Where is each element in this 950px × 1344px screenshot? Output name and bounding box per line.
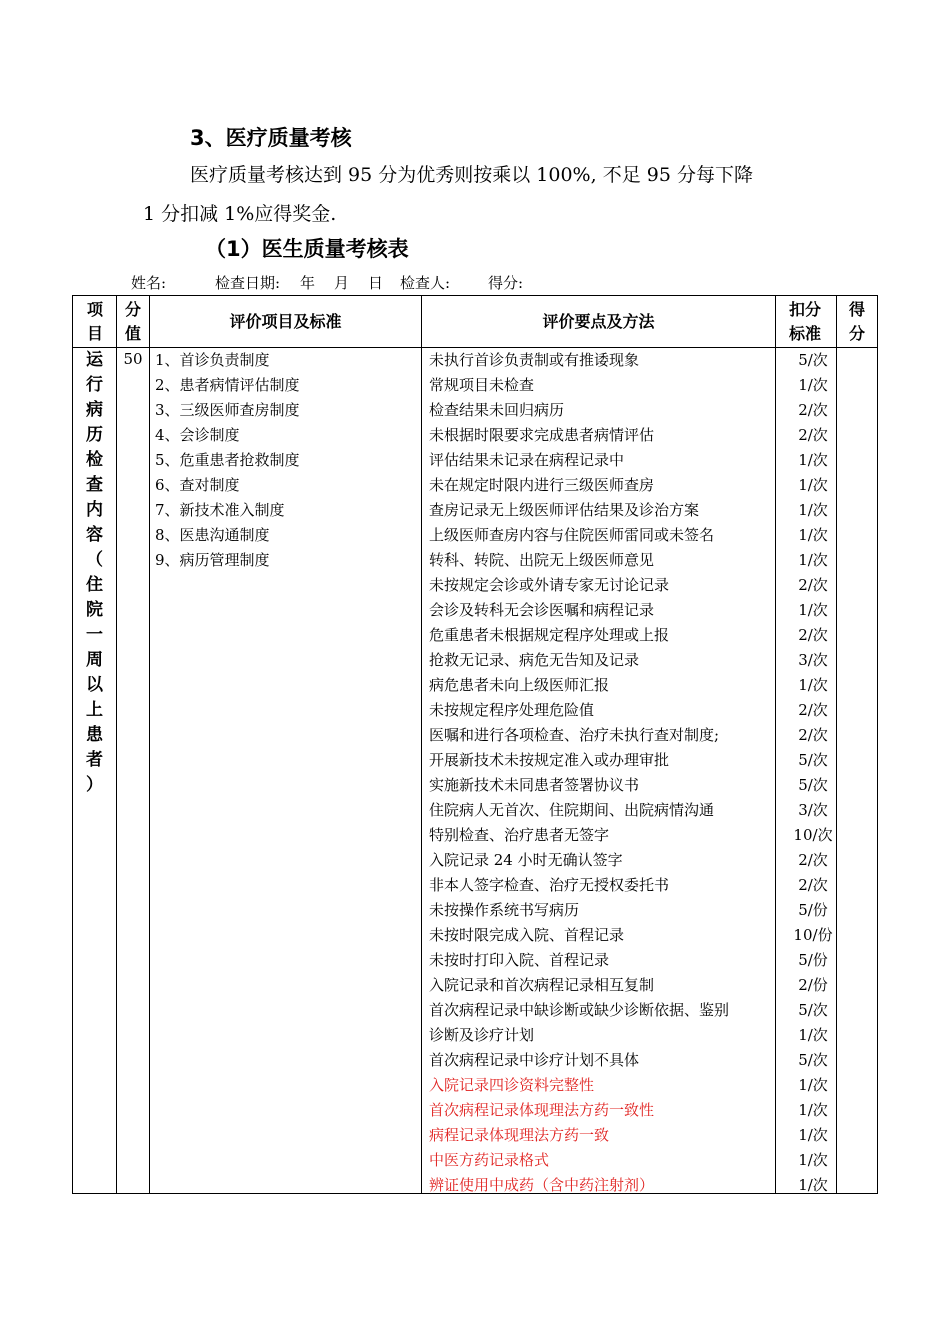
- deduct-item: 1/次: [798, 1076, 828, 1094]
- method-item: 未按操作系统书写病历: [429, 901, 580, 919]
- method-item: 非本人签字检查、治疗无授权委托书: [429, 876, 670, 894]
- method-item: 常规项目未检查: [429, 376, 535, 394]
- deduct-item: 2/次: [798, 626, 828, 644]
- methods-list: [429, 348, 729, 1198]
- deduct-item: 1/次: [798, 601, 828, 619]
- method-item: 评估结果未记录在病程记录中: [429, 451, 625, 469]
- deduct-item: 5/次: [798, 751, 828, 769]
- header-got: 得分: [848, 299, 865, 343]
- method-item: 病危患者未向上级医师汇报: [429, 676, 610, 694]
- deduct-item: 2/份: [798, 976, 828, 994]
- name-label: 姓名:: [131, 274, 167, 292]
- project-char: ）: [86, 775, 103, 795]
- deduct-item: 1/次: [798, 1176, 828, 1194]
- deduct-item: 5/次: [798, 776, 828, 794]
- intro-paragraph-line-2: 1 分扣减 1%应得奖金.: [143, 203, 337, 225]
- standard-item: 8、医患沟通制度: [155, 526, 270, 544]
- project-char: 院: [86, 600, 103, 620]
- standard-item: 2、患者病情评估制度: [155, 376, 300, 394]
- deduct-item: 1/次: [798, 551, 828, 569]
- deduct-item: 2/次: [798, 851, 828, 869]
- deduct-item: 5/次: [798, 351, 828, 369]
- deduct-item: 1/次: [798, 451, 828, 469]
- table-title: （1）医生质量考核表: [205, 237, 409, 261]
- section-heading: 3、医疗质量考核: [190, 126, 352, 150]
- day-label: 日: [368, 274, 384, 292]
- intro-paragraph-line-1: 医疗质量考核达到 95 分为优秀则按乘以 100%, 不足 95 分每下降: [190, 164, 753, 186]
- standard-item: 4、会诊制度: [155, 426, 240, 444]
- deduct-list: [775, 348, 851, 1198]
- method-item: 首次病程记录中诊疗计划不具体: [429, 1051, 640, 1069]
- deduct-item: 1/次: [798, 1101, 828, 1119]
- deduct-item: 10/份: [793, 926, 833, 944]
- deduct-item: 10/次: [793, 826, 833, 844]
- method-item: 开展新技术未按规定准入或办理审批: [429, 751, 670, 769]
- method-item: 未按时限完成入院、首程记录: [429, 926, 625, 944]
- deduct-item: 3/次: [798, 651, 828, 669]
- column-divider: [116, 296, 117, 1193]
- project-char: 一: [86, 625, 103, 645]
- project-char: 运: [86, 350, 103, 370]
- deduct-item: 2/次: [798, 701, 828, 719]
- header-project: 项目: [86, 299, 103, 343]
- method-item: 首次病程记录体现理法方药一致性: [429, 1101, 655, 1119]
- method-item: 危重患者未根据规定程序处理或上报: [429, 626, 670, 644]
- method-item: 未执行首诊负责制或有推诿现象: [429, 351, 640, 369]
- inspector-label: 检查人:: [400, 274, 451, 292]
- project-char: 以: [86, 675, 103, 695]
- standards-list: [155, 348, 300, 573]
- project-char: 历: [86, 425, 103, 445]
- deduct-item: 2/次: [798, 401, 828, 419]
- method-item: 特别检查、治疗患者无签字: [429, 826, 610, 844]
- deduct-item: 1/次: [798, 1151, 828, 1169]
- standard-item: 7、新技术准入制度: [155, 501, 285, 519]
- method-item: 未按规定程序处理危险值: [429, 701, 595, 719]
- method-item: 入院记录四诊资料完整性: [429, 1076, 595, 1094]
- deduct-item: 5/次: [798, 1051, 828, 1069]
- deduct-item: 1/次: [798, 1026, 828, 1044]
- project-char: 患: [86, 725, 103, 745]
- deduct-item: 2/次: [798, 576, 828, 594]
- method-item: 会诊及转科无会诊医嘱和病程记录: [429, 601, 655, 619]
- month-label: 月: [334, 274, 350, 292]
- method-item: 未在规定时限内进行三级医师查房: [429, 476, 655, 494]
- deduct-item: 2/次: [798, 726, 828, 744]
- project-char: 者: [86, 750, 103, 770]
- deduct-item: 1/次: [798, 676, 828, 694]
- method-item: 查房记录无上级医师评估结果及诊治方案: [429, 501, 700, 519]
- deduct-item: 1/次: [798, 376, 828, 394]
- method-item: 入院记录和首次病程记录相互复制: [429, 976, 655, 994]
- deduct-item: 5/次: [798, 1001, 828, 1019]
- method-item: 首次病程记录中缺诊断或缺少诊断依据、鉴别: [429, 1001, 730, 1019]
- method-item: 上级医师查房内容与住院医师雷同或未签名: [429, 526, 715, 544]
- project-char: （: [86, 550, 103, 570]
- method-item: 住院病人无首次、住院期间、出院病情沟通: [429, 801, 715, 819]
- project-char: 容: [86, 525, 103, 545]
- project-cell: [73, 348, 116, 798]
- score-total-label: 得分:: [488, 274, 524, 292]
- standard-item: 9、病历管理制度: [155, 551, 270, 569]
- deduct-item: 2/次: [798, 426, 828, 444]
- method-item: 病程记录体现理法方药一致: [429, 1126, 610, 1144]
- deduct-item: 3/次: [798, 801, 828, 819]
- check-date-label: 检查日期:: [215, 274, 281, 292]
- deduct-item: 5/份: [798, 951, 828, 969]
- deduct-item: 1/次: [798, 1126, 828, 1144]
- standard-item: 1、首诊负责制度: [155, 351, 270, 369]
- project-char: 住: [86, 575, 103, 595]
- method-item: 检查结果未回归病历: [429, 401, 565, 419]
- method-item: 诊断及诊疗计划: [429, 1026, 535, 1044]
- method-item: 实施新技术未同患者签署协议书: [429, 776, 640, 794]
- project-char: 病: [86, 400, 103, 420]
- deduct-item: 2/次: [798, 876, 828, 894]
- header-items: 评价项目及标准: [229, 311, 342, 331]
- method-item: 未根据时限要求完成患者病情评估: [429, 426, 655, 444]
- project-char: 行: [86, 375, 103, 395]
- year-label: 年: [300, 274, 316, 292]
- doctor-quality-table: [72, 295, 878, 1194]
- header-points: 分值: [124, 299, 141, 343]
- project-char: 查: [86, 475, 103, 495]
- method-item: 未按时打印入院、首程记录: [429, 951, 610, 969]
- header-method: 评价要点及方法: [542, 311, 655, 331]
- project-char: 周: [86, 650, 103, 670]
- project-char: 上: [86, 700, 103, 720]
- method-item: 未按规定会诊或外请专家无讨论记录: [429, 576, 670, 594]
- standard-item: 3、三级医师查房制度: [155, 401, 300, 419]
- standard-item: 6、查对制度: [155, 476, 240, 494]
- column-divider: [149, 296, 150, 1193]
- method-item: 辨证使用中成药（含中药注射剂）: [429, 1176, 655, 1194]
- points-cell: 50: [123, 350, 143, 368]
- method-item: 转科、转院、出院无上级医师意见: [429, 551, 655, 569]
- deduct-item: 5/份: [798, 901, 828, 919]
- column-divider: [421, 296, 422, 1193]
- deduct-item: 1/次: [798, 526, 828, 544]
- deduct-item: 1/次: [798, 476, 828, 494]
- deduct-item: 1/次: [798, 501, 828, 519]
- method-item: 入院记录 24 小时无确认签字: [429, 851, 623, 869]
- standard-item: 5、危重患者抢救制度: [155, 451, 300, 469]
- method-item: 中医方药记录格式: [429, 1151, 550, 1169]
- method-item: 医嘱和进行各项检查、治疗未执行查对制度;: [429, 726, 720, 744]
- project-char: 检: [86, 450, 103, 470]
- project-char: 内: [86, 500, 103, 520]
- header-deduct: 扣分标准: [788, 299, 821, 343]
- method-item: 抢救无记录、病危无告知及记录: [429, 651, 640, 669]
